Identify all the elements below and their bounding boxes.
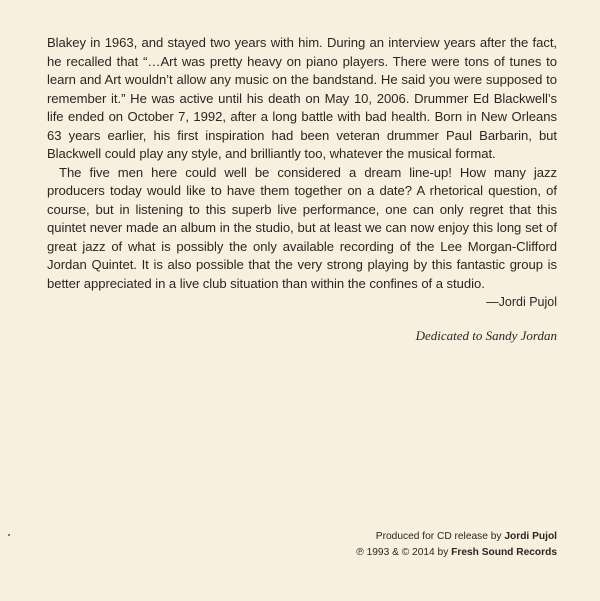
producer-credit-line — [356, 529, 557, 545]
print-speck — [8, 534, 10, 536]
paragraph-dream-lineup: The five men here could well be considered a dream line-up! How many jazz producers today would like to have them together on a date? A rhetorical question, of course, but in listening to this superb live performance, one can only regret that this quintet never made an album in the studio, but at least we can now enjoy this long set of great jazz of what is possibly the only available recording of the Lee Morgan-Clifford Jordan Quintet. It is also possible that the very strong playing by this fantastic group is better appreciated in a live club situation than within the confines of a studio. — [47, 164, 557, 291]
producer-credit-prefix: Produced for CD release by — [375, 531, 502, 542]
production-credits — [356, 529, 557, 560]
author-signature: —Jordi Pujol — [486, 295, 557, 309]
copyright-prefix: ℗ 1993 & © 2014 by — [356, 546, 449, 558]
producer-name: Jordi Pujol — [504, 531, 557, 542]
liner-notes-body — [47, 34, 557, 293]
dedication-line: Dedicated to Sandy Jordan — [415, 328, 557, 343]
paragraph-continuation: Blakey in 1963, and stayed two years with him. During an interview years after the fact, he recalled that “…Art was pretty heavy on piano players. There were tons of tunes to learn and Art wouldn’t allow any music on the bandstand. He said you were supposed to remember it.” He was active until his death on May 10, 2006. Drummer Ed Blackwell’s life ended on October 7, 1992, after a long battle with bad health. Born in New Orleans 63 years earlier, his first inspiration had been veteran drummer Paul Barbarin, but Blackwell could play any style, and brilliantly too, whatever the musical format. — [47, 35, 557, 161]
record-label-name: Fresh Sound Records — [451, 546, 557, 558]
copyright-line — [356, 545, 557, 561]
